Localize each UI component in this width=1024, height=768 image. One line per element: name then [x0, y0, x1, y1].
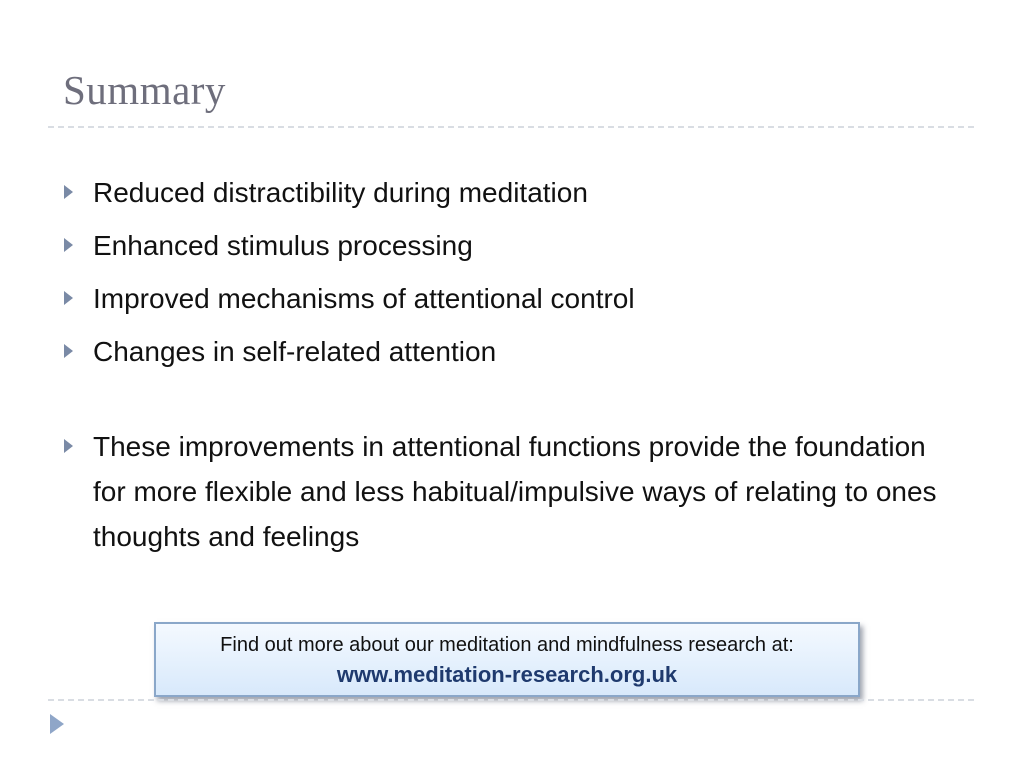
bullet-text: Reduced distractibility during meditation: [93, 177, 588, 208]
bullet-list: [62, 170, 962, 566]
bullet-text: Enhanced stimulus processing: [93, 230, 473, 261]
footer-divider: [48, 699, 974, 701]
triangle-right-icon: [64, 238, 73, 252]
info-box: [154, 622, 860, 697]
triangle-right-icon: [64, 185, 73, 199]
bullet-item: [62, 223, 962, 269]
website-link[interactable]: www.meditation-research.org.uk: [336, 662, 678, 687]
bullet-text: These improvements in attentional functions provide the foundation for more flexible and less habitual/impulsive ways of relating to ones thoughts and feelings: [93, 431, 937, 552]
triangle-right-icon: [64, 344, 73, 358]
triangle-right-icon: [64, 439, 73, 453]
triangle-right-icon: [64, 291, 73, 305]
bullet-text: Changes in self-related attention: [93, 336, 497, 367]
bullet-item: [62, 170, 962, 216]
next-slide-arrow-icon[interactable]: [50, 714, 64, 734]
slide-title: Summary: [63, 67, 226, 113]
title-divider: [48, 126, 974, 128]
info-box-text: Find out more about our meditation and mindfulness research at:: [220, 634, 794, 656]
bullet-item: [62, 329, 962, 375]
bullet-item: [62, 276, 962, 322]
bullet-item: [62, 424, 962, 559]
bullet-text: Improved mechanisms of attentional control: [93, 283, 635, 314]
